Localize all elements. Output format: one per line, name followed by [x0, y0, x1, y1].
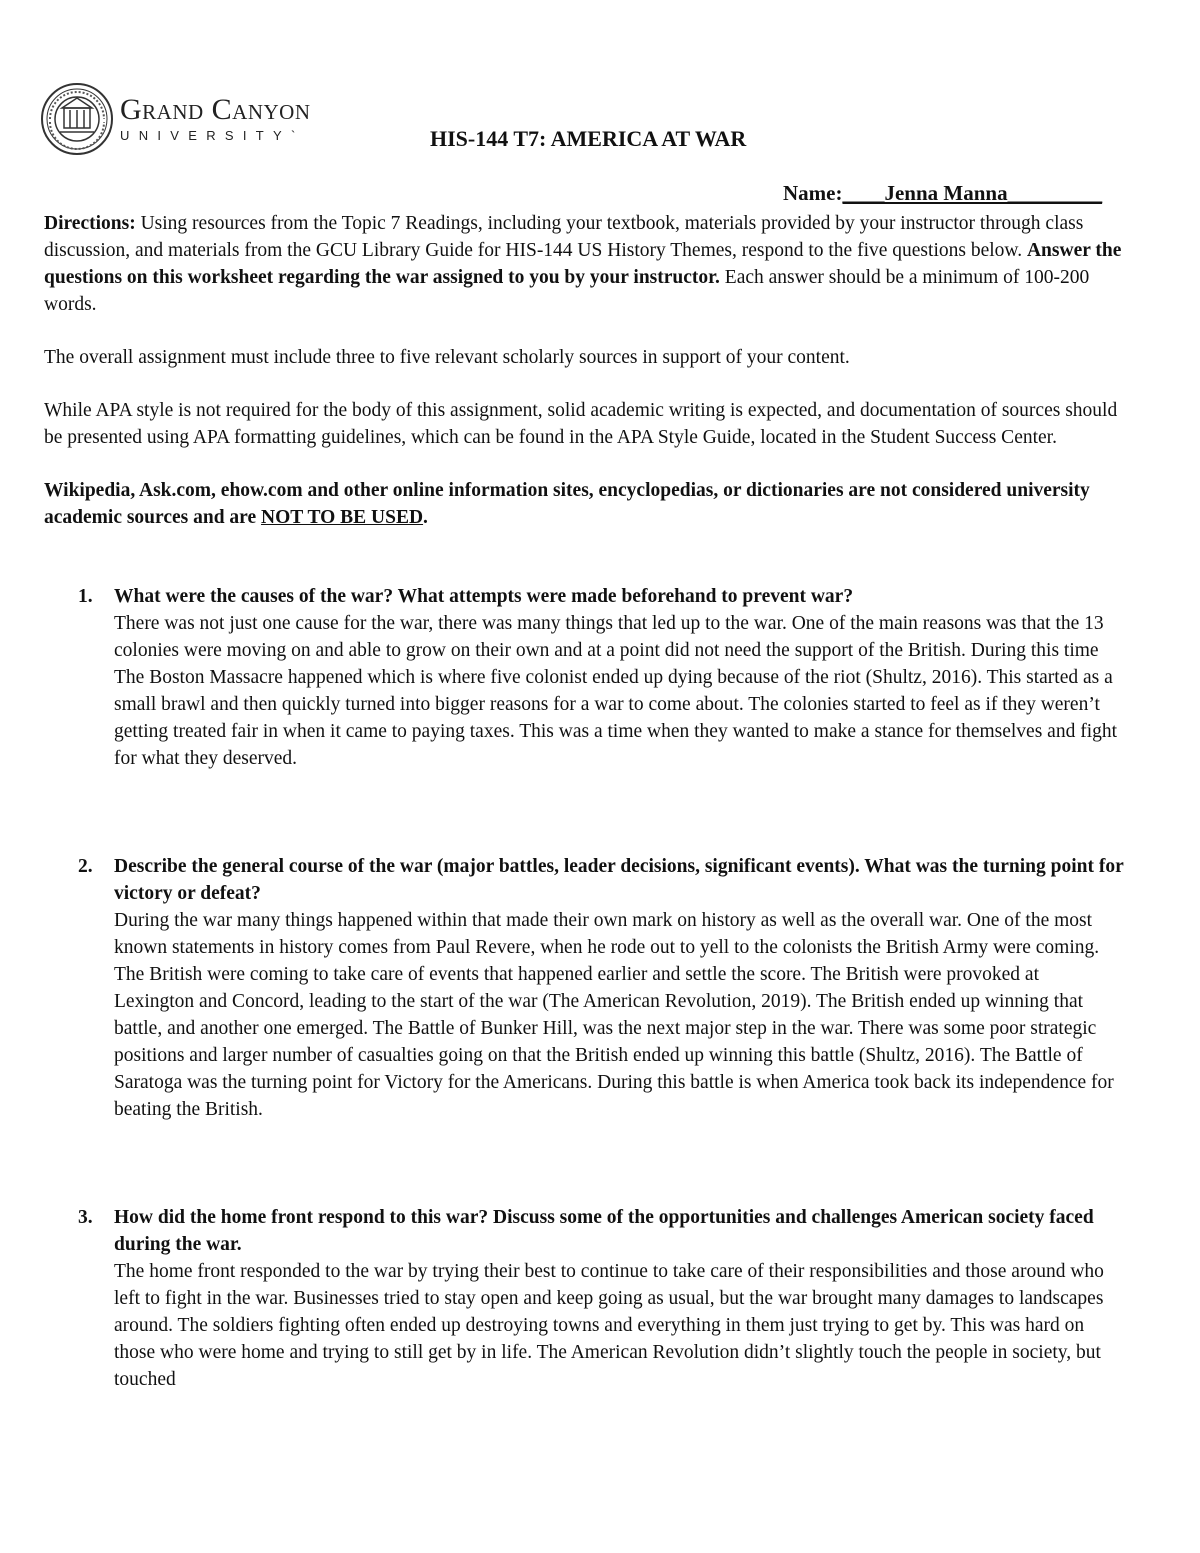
- question-item: [44, 853, 1124, 1123]
- question-text: How did the home front respond to this war? Discuss some of the opportunities and challenges American society faced during the war.: [114, 1207, 1094, 1255]
- directions-paragraph: [44, 210, 1124, 318]
- name-label: Name:: [783, 181, 843, 205]
- university-seal-icon: [40, 82, 114, 156]
- student-name-value: ____Jenna Manna_________: [842, 181, 1103, 205]
- question-number: 1.: [78, 586, 93, 607]
- answer-text: The home front responded to the war by trying their best to continue to take care of their responsibilities and those around who left to fight in the war. Businesses tried to stay open and keep going as usual, but the war brought many damages to landscapes around. The soldiers fighting often ended up destroying towns and everything in them just trying to get by. This was hard on those who were home and trying to still get by in life. The American Revolution didn’t slightly touch the people in society, but touched: [114, 1261, 1104, 1390]
- logo-wordmark: [120, 95, 311, 143]
- question-item: [44, 583, 1124, 772]
- answer-text: There was not just one cause for the war, there was many things that led up to the war. One of the main reasons was that the 13 colonies were moving on and able to grow on their own and at a point did not need the support of the British. During this time The Boston Massacre happened which is where five colonist ended up dying because of the riot (Shultz, 2016). This started as a small brawl and then quickly turned into bigger reasons for a war to come about. The colonies started to feel as if they weren’t getting treated fair in when it came to paying taxes. This was a time when they wanted to make a stance for themselves and fight for what they deserved.: [114, 613, 1118, 769]
- worksheet-body: [44, 210, 1124, 1393]
- directions-bold-text: Answer the questions on this worksheet regarding the war assigned to you by your instructor.: [44, 240, 1122, 288]
- directions-label: Directions:: [44, 213, 136, 234]
- directions-tail: Each answer should be a minimum of 100-200 words.: [44, 267, 1090, 315]
- question-number: 2.: [78, 856, 93, 877]
- sources-note: The overall assignment must include three to five relevant scholarly sources in support of your content.: [44, 347, 850, 368]
- apa-note: While APA style is not required for the body of this assignment, solid academic writing is expected, and documentation of sources should be presented using APA formatting guidelines, which can be found in the APA Style Guide, located in the Student Success Center.: [44, 400, 1118, 448]
- warning-text: Wikipedia, Ask.com, ehow.com and other online information sites, encyclopedias, or dictionaries are not considered university academic sources and are: [44, 480, 1090, 528]
- question-text: Describe the general course of the war (major battles, leader decisions, significant events). What was the turning point for victory or defeat?: [114, 856, 1124, 904]
- question-text: What were the causes of the war? What attempts were made beforehand to prevent war?: [114, 586, 854, 607]
- student-name-line: [783, 181, 1102, 206]
- page-title: HIS-144 T7: AMERICA AT WAR: [430, 126, 747, 151]
- directions-text: Using resources from the Topic 7 Readings, including your textbook, materials provided by your instructor through class discussion, and materials from the GCU Library Guide for HIS-144 US History Themes, respond to the five questions below.: [44, 213, 1084, 261]
- logo-university-label: UNIVERSITY`: [120, 128, 305, 143]
- logo-university-name: Grand Canyon: [120, 93, 311, 126]
- warning-underlined: NOT TO BE USED: [261, 507, 424, 528]
- warning-end: .: [423, 507, 428, 528]
- question-number: 3.: [78, 1207, 93, 1228]
- answer-text: During the war many things happened within that made their own mark on history as well as the overall war. One of the most known statements in history comes from Paul Revere, when he rode out to yell to the colonists the British Army were coming. The British were coming to take care of events that happened earlier and settle the score. The British were provoked at Lexington and Concord, leading to the start of the war (The American Revolution, 2019). The British ended up winning that battle, and another one emerged. The Battle of Bunker Hill, was the next major step in the war. There was some poor strategic positions and larger number of casualties going on that the British ended up winning this battle (Shultz, 2016). The Battle of Saratoga was the turning point for Victory for the Americans. During this battle is when America took back its independence for beating the British.: [114, 910, 1114, 1120]
- question-item: [44, 1204, 1124, 1393]
- university-logo: [40, 82, 311, 156]
- warning-paragraph: [44, 477, 1124, 531]
